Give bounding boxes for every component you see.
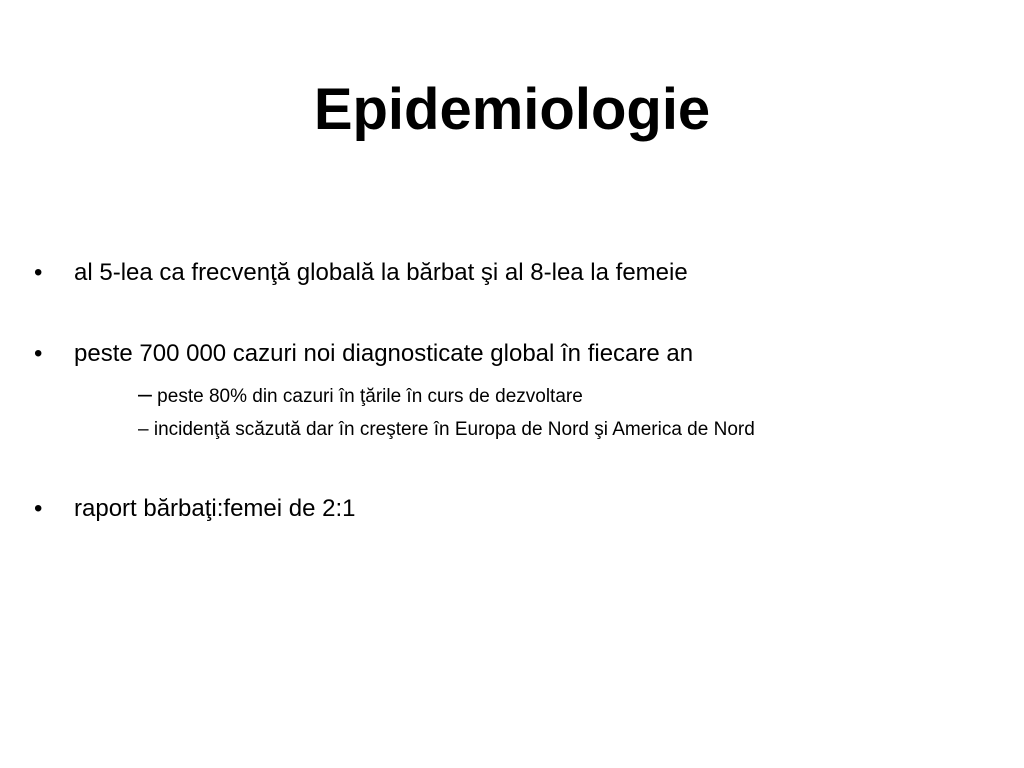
- sub-bullet-dash: –: [138, 419, 149, 440]
- bullet-dot: •: [34, 340, 43, 367]
- bullet-text-2: peste 700 000 cazuri noi diagnosticate global în fiecare an: [74, 340, 694, 367]
- bullet-item-3: [34, 494, 356, 524]
- bullet-dot: •: [34, 259, 43, 286]
- sub-bullet-dash: –: [138, 380, 152, 408]
- sub-bullet-text-1: peste 80% din cazuri în ţările în curs de dezvoltare: [151, 386, 583, 407]
- bullet-item-1: [34, 258, 688, 288]
- sub-bullet-item-1: [138, 382, 583, 409]
- slide-title: Epidemiologie: [313, 77, 711, 142]
- bullet-item-2: [34, 339, 693, 369]
- bullet-text-1: al 5-lea ca frecvenţă globală la bărbat şi al 8-lea la femeie: [74, 259, 688, 286]
- sub-bullet-text-2: incidenţă scăzută dar în creştere în Europa de Nord şi America de Nord: [148, 419, 755, 440]
- bullet-dot: •: [34, 495, 43, 522]
- sub-bullet-item-2: [138, 418, 755, 442]
- bullet-text-3: raport bărbaţi:femei de 2:1: [74, 495, 356, 522]
